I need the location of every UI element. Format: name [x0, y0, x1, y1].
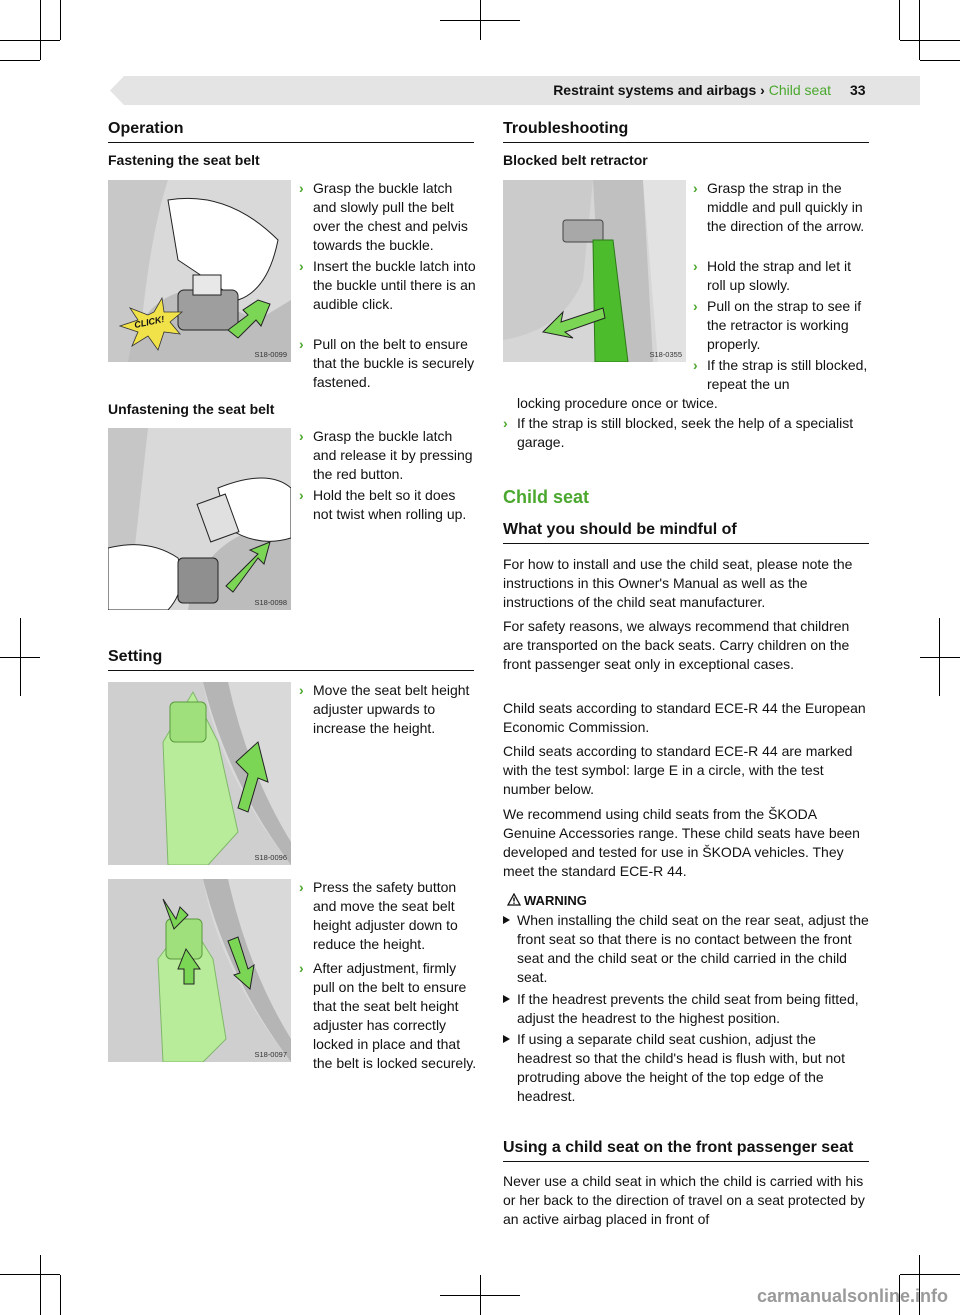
warning-icon — [507, 893, 521, 911]
breadcrumb-current: Child seat — [768, 82, 831, 98]
chevron-icon: › — [299, 487, 304, 503]
figure-unfastening — [108, 428, 291, 610]
warning-triangle-icon — [507, 893, 521, 906]
setting-down-illustration — [108, 879, 291, 1062]
paragraph-4: Child seats according to standard ECE-R 44 are marked with the test symbol: large E in a circle, with the test number below. — [503, 743, 853, 797]
warning-item-1: When installing the child seat on the rear seat, adjust the front seat so that there is no contact between the front seat and the child seat or the child carried in the child seat. — [503, 911, 871, 987]
crop-mark — [0, 40, 60, 41]
crop-mark — [60, 0, 61, 40]
chevron-icon: › — [299, 180, 304, 196]
setting-step-1: › Move the seat belt height adjuster upwards to increase the height. — [299, 682, 470, 736]
breadcrumb-separator: › — [760, 82, 765, 98]
blocked-step-2: › Hold the strap and let it roll up slowly. — [693, 258, 851, 293]
crop-mark — [40, 1255, 41, 1315]
chevron-icon: › — [299, 682, 304, 698]
unfastening-illustration — [108, 428, 291, 610]
watermark[interactable]: carmanualsonline.info — [756, 1286, 948, 1306]
paragraph-1: For how to install and use the child seat, please note the instructions in this Owner's Manual as well as the instructions of the child seat manufacturer. — [503, 556, 853, 610]
crop-mark — [899, 0, 900, 40]
setting-step-2: › Press the safety button and move the seat belt height adjuster down to reduce the height. — [299, 879, 458, 952]
fastening-step-2: › Insert the buckle latch into the buckle until there is an audible click. — [299, 258, 476, 312]
front-seat-paragraph: Never use a child seat in which the child is carried with his or her back to the direction of travel on a seat protected by an active airbag placed in front of — [503, 1173, 865, 1227]
warning-item-3: If using a separate child seat cushion, adjust the headrest so that the child's head is flush with, but not protruding above the height of the top edge of the headrest. — [503, 1030, 871, 1106]
crop-mark — [40, 0, 41, 60]
chevron-icon: › — [503, 415, 508, 431]
unfastening-step-2: › Hold the belt so it does not twist when rolling up. — [299, 487, 467, 522]
crop-mark — [0, 60, 40, 61]
troubleshooting-heading: Troubleshooting — [503, 120, 869, 143]
paragraph-3: Child seats according to standard ECE-R 44 the European Economic Commission. — [503, 700, 866, 735]
chevron-icon: › — [693, 298, 698, 314]
chevron-icon: › — [299, 960, 304, 976]
blocked-step-3: › Pull on the strap to see if the retractor is working properly. — [693, 298, 862, 352]
crop-mark — [60, 1275, 61, 1315]
breadcrumb-section[interactable]: Restraint systems and airbags — [553, 82, 757, 98]
figure-code: S18-0098 — [254, 598, 287, 607]
blocked-step-4-continuation: locking procedure once or twice. — [517, 395, 718, 411]
warning-item-2: If the headrest prevents the child seat from being fitted, adjust the headrest to the highest position. — [503, 990, 871, 1028]
figure-code: S18-0096 — [254, 853, 287, 862]
retractor-illustration — [503, 180, 686, 362]
crop-mark — [440, 20, 520, 21]
chevron-icon: › — [299, 336, 304, 352]
blocked-heading: Blocked belt retractor — [503, 152, 648, 168]
figure-code: S18-0097 — [254, 1050, 287, 1059]
paragraph-5: We recommend using child seats from the ŠKODA Genuine Accessories range. These child seats have been developed and tested for use in ŠKODA vehicles. They meet the standard ECE-R 44. — [503, 806, 860, 879]
setting-up-illustration — [108, 682, 291, 865]
click-label: CLICK! — [133, 313, 166, 331]
unfastening-step-1: › Grasp the buckle latch and release it by pressing the red button. — [299, 428, 473, 482]
figure-code: S18-0355 — [649, 350, 682, 359]
blocked-step-5: › If the strap is still blocked, seek the help of a specialist garage. — [503, 415, 854, 450]
chevron-icon: › — [693, 258, 698, 274]
fastening-step-1: › Grasp the buckle latch and slowly pull the belt over the chest and pelvis towards the buckle. — [299, 180, 468, 253]
chevron-icon: › — [299, 258, 304, 274]
bullet-triangle-icon — [503, 916, 510, 924]
blocked-step-4: › If the strap is still blocked, repeat the un — [693, 357, 868, 392]
figure-blocked-retractor — [503, 180, 686, 362]
child-seat-heading: Child seat — [503, 487, 590, 507]
bullet-triangle-icon — [503, 995, 510, 1003]
setting-step-3: › After adjustment, firmly pull on the belt to ensure that the seat belt height adjuster has correctly locked in place and that the belt is locked securely. — [299, 960, 477, 1071]
paragraph-2: For safety reasons, we always recommend that children are transported on the back seats. Carry children on the front passenger seat only in exceptional cases. — [503, 618, 850, 672]
crop-mark — [440, 1295, 520, 1296]
crop-mark — [900, 40, 960, 41]
unfastening-heading: Unfastening the seat belt — [108, 401, 275, 417]
chevron-icon: › — [693, 180, 698, 196]
bullet-triangle-icon — [503, 1035, 510, 1043]
figure-setting-down — [108, 879, 291, 1062]
figure-fastening — [108, 180, 291, 362]
figure-code: S18-0099 — [254, 350, 287, 359]
crop-mark — [0, 1274, 60, 1275]
chevron-icon: › — [693, 357, 698, 373]
crop-mark — [900, 1274, 960, 1275]
warning-title: WARNING — [524, 893, 587, 908]
chevron-icon: › — [299, 879, 304, 895]
front-seat-heading: Using a child seat on the front passenger seat — [503, 1139, 869, 1162]
page-number: 33 — [850, 82, 866, 98]
crop-mark — [0, 657, 40, 658]
crop-mark — [920, 657, 960, 658]
fastening-illustration — [108, 180, 291, 362]
mindful-heading: What you should be mindful of — [503, 521, 869, 544]
blocked-step-1: › Grasp the strap in the middle and pull quickly in the direction of the arrow. — [693, 180, 865, 234]
breadcrumb — [553, 82, 831, 98]
chevron-icon: › — [299, 428, 304, 444]
fastening-step-3: › Pull on the belt to ensure that the buckle is securely fastened. — [299, 336, 475, 390]
fastening-heading: Fastening the seat belt — [108, 152, 260, 168]
operation-heading: Operation — [108, 120, 474, 143]
crop-mark — [919, 0, 920, 60]
setting-heading: Setting — [108, 648, 474, 671]
crop-mark — [920, 60, 960, 61]
figure-setting-up — [108, 682, 291, 865]
